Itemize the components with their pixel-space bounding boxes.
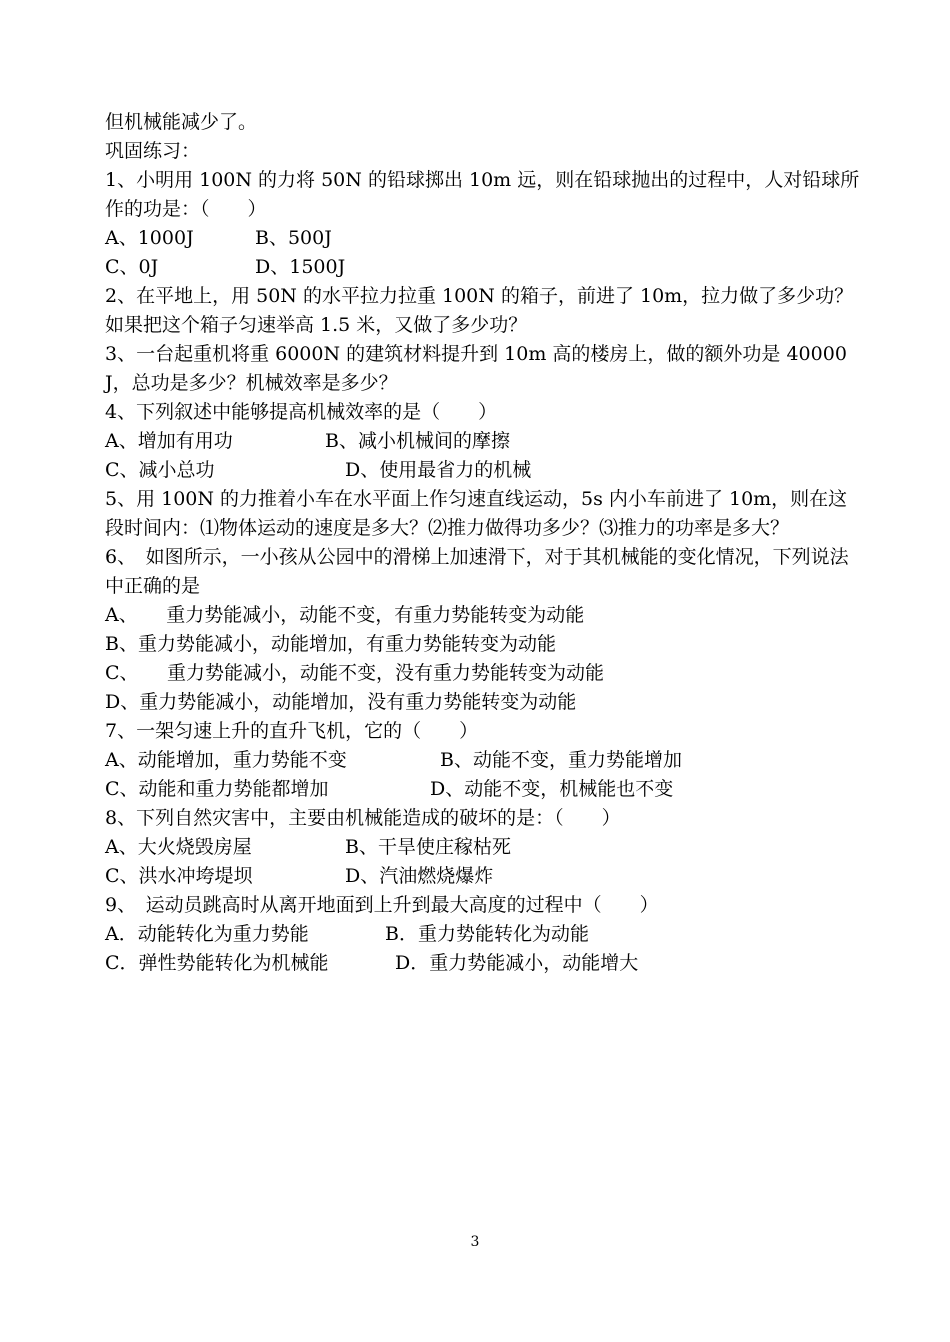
question-9-option-d: D．重力势能减小，动能增大: [395, 952, 639, 974]
question-6-option-b: B、重力势能减小，动能增加，有重力势能转变为动能: [105, 633, 556, 655]
question-8-option-b: B、干旱使庄稼枯死: [345, 836, 511, 858]
question-8-option-c: C、洪水冲垮堤坝: [105, 865, 253, 887]
question-9-option-b: B．重力势能转化为动能: [385, 923, 589, 945]
question-1-stem: 1、小明用 100N 的力将 50N 的铅球掷出 10m 远，则在铅球抛出的过程中，人对铅球所作的功是：（ ）: [105, 169, 860, 220]
document-body: [105, 108, 865, 978]
question-4-options-row-2: [105, 456, 865, 485]
question-8-stem: 8、下列自然灾害中，主要由机械能造成的破坏的是：（ ）: [105, 807, 621, 829]
question-6-option-c: C、 重力势能减小，动能不变，没有重力势能转变为动能: [105, 662, 605, 684]
question-9-options-row-2: [105, 949, 865, 978]
question-1-option-c: C、0J: [105, 256, 159, 278]
question-8-options-row-2: [105, 862, 865, 891]
question-4-option-a: A、增加有用功: [105, 430, 233, 452]
question-9-options-row-1: [105, 920, 865, 949]
question-1-option-b: B、500J: [255, 227, 332, 249]
question-8-option-a: A、大火烧毁房屋: [105, 836, 252, 858]
question-6-option-a: A、 重力势能减小，动能不变，有重力势能转变为动能: [105, 604, 585, 626]
question-6-option-d: D、重力势能减小，动能增加，没有重力势能转变为动能: [105, 691, 577, 713]
question-4-option-d: D、使用最省力的机械: [345, 459, 532, 481]
page-number: 3: [470, 1234, 480, 1250]
question-4-option-b: B、减小机械间的摩擦: [325, 430, 510, 452]
question-8-option-d: D、汽油燃烧爆炸: [345, 865, 494, 887]
question-7-option-a: A、动能增加，重力势能不变: [105, 749, 347, 771]
question-9-option-a: A．动能转化为重力势能: [105, 923, 309, 945]
question-2-stem: 2、在平地上，用 50N 的水平拉力拉重 100N 的箱子，前进了 10m，拉力做了多少功？如果把这个箱子匀速举高 1.5 米，又做了多少功？: [105, 285, 854, 336]
intro-line: 但机械能减少了。: [105, 111, 258, 133]
question-6-stem: 6、 如图所示，一小孩从公园中的滑梯上加速滑下，对于其机械能的变化情况，下列说法中正确的是: [105, 546, 849, 597]
question-7-option-c: C、动能和重力势能都增加: [105, 778, 329, 800]
question-7-option-d: D、动能不变，机械能也不变: [430, 778, 674, 800]
question-4-stem: 4、下列叙述中能够提高机械效率的是（ ）: [105, 401, 498, 423]
section-heading: 巩固练习：: [105, 140, 201, 162]
question-7-options-row-1: [105, 746, 865, 775]
question-9-stem: 9、 运动员跳高时从离开地面到上升到最大高度的过程中（ ）: [105, 894, 659, 916]
question-7-option-b: B、动能不变，重力势能增加: [440, 749, 682, 771]
question-1-options-row-1: [105, 224, 865, 253]
question-4-options-row-1: [105, 427, 865, 456]
question-3-stem: 3、一台起重机将重 6000N 的建筑材料提升到 10m 高的楼房上，做的额外功是 40000J，总功是多少？机械效率是多少？: [105, 343, 847, 394]
question-4-option-c: C、减小总功: [105, 459, 215, 481]
question-9-option-c: C．弹性势能转化为机械能: [105, 952, 329, 974]
question-7-options-row-2: [105, 775, 865, 804]
question-1-option-a: A、1000J: [105, 227, 194, 249]
question-1-option-d: D、1500J: [255, 256, 346, 278]
question-8-options-row-1: [105, 833, 865, 862]
question-1-options-row-2: [105, 253, 865, 282]
question-7-stem: 7、一架匀速上升的直升飞机，它的（ ）: [105, 720, 479, 742]
question-5-stem: 5、用 100N 的力推着小车在水平面上作匀速直线运动，5s 内小车前进了 10m，则在这段时间内：⑴物体运动的速度是多大？⑵推力做得功多少？⑶推力的功率是多大？: [105, 488, 848, 539]
